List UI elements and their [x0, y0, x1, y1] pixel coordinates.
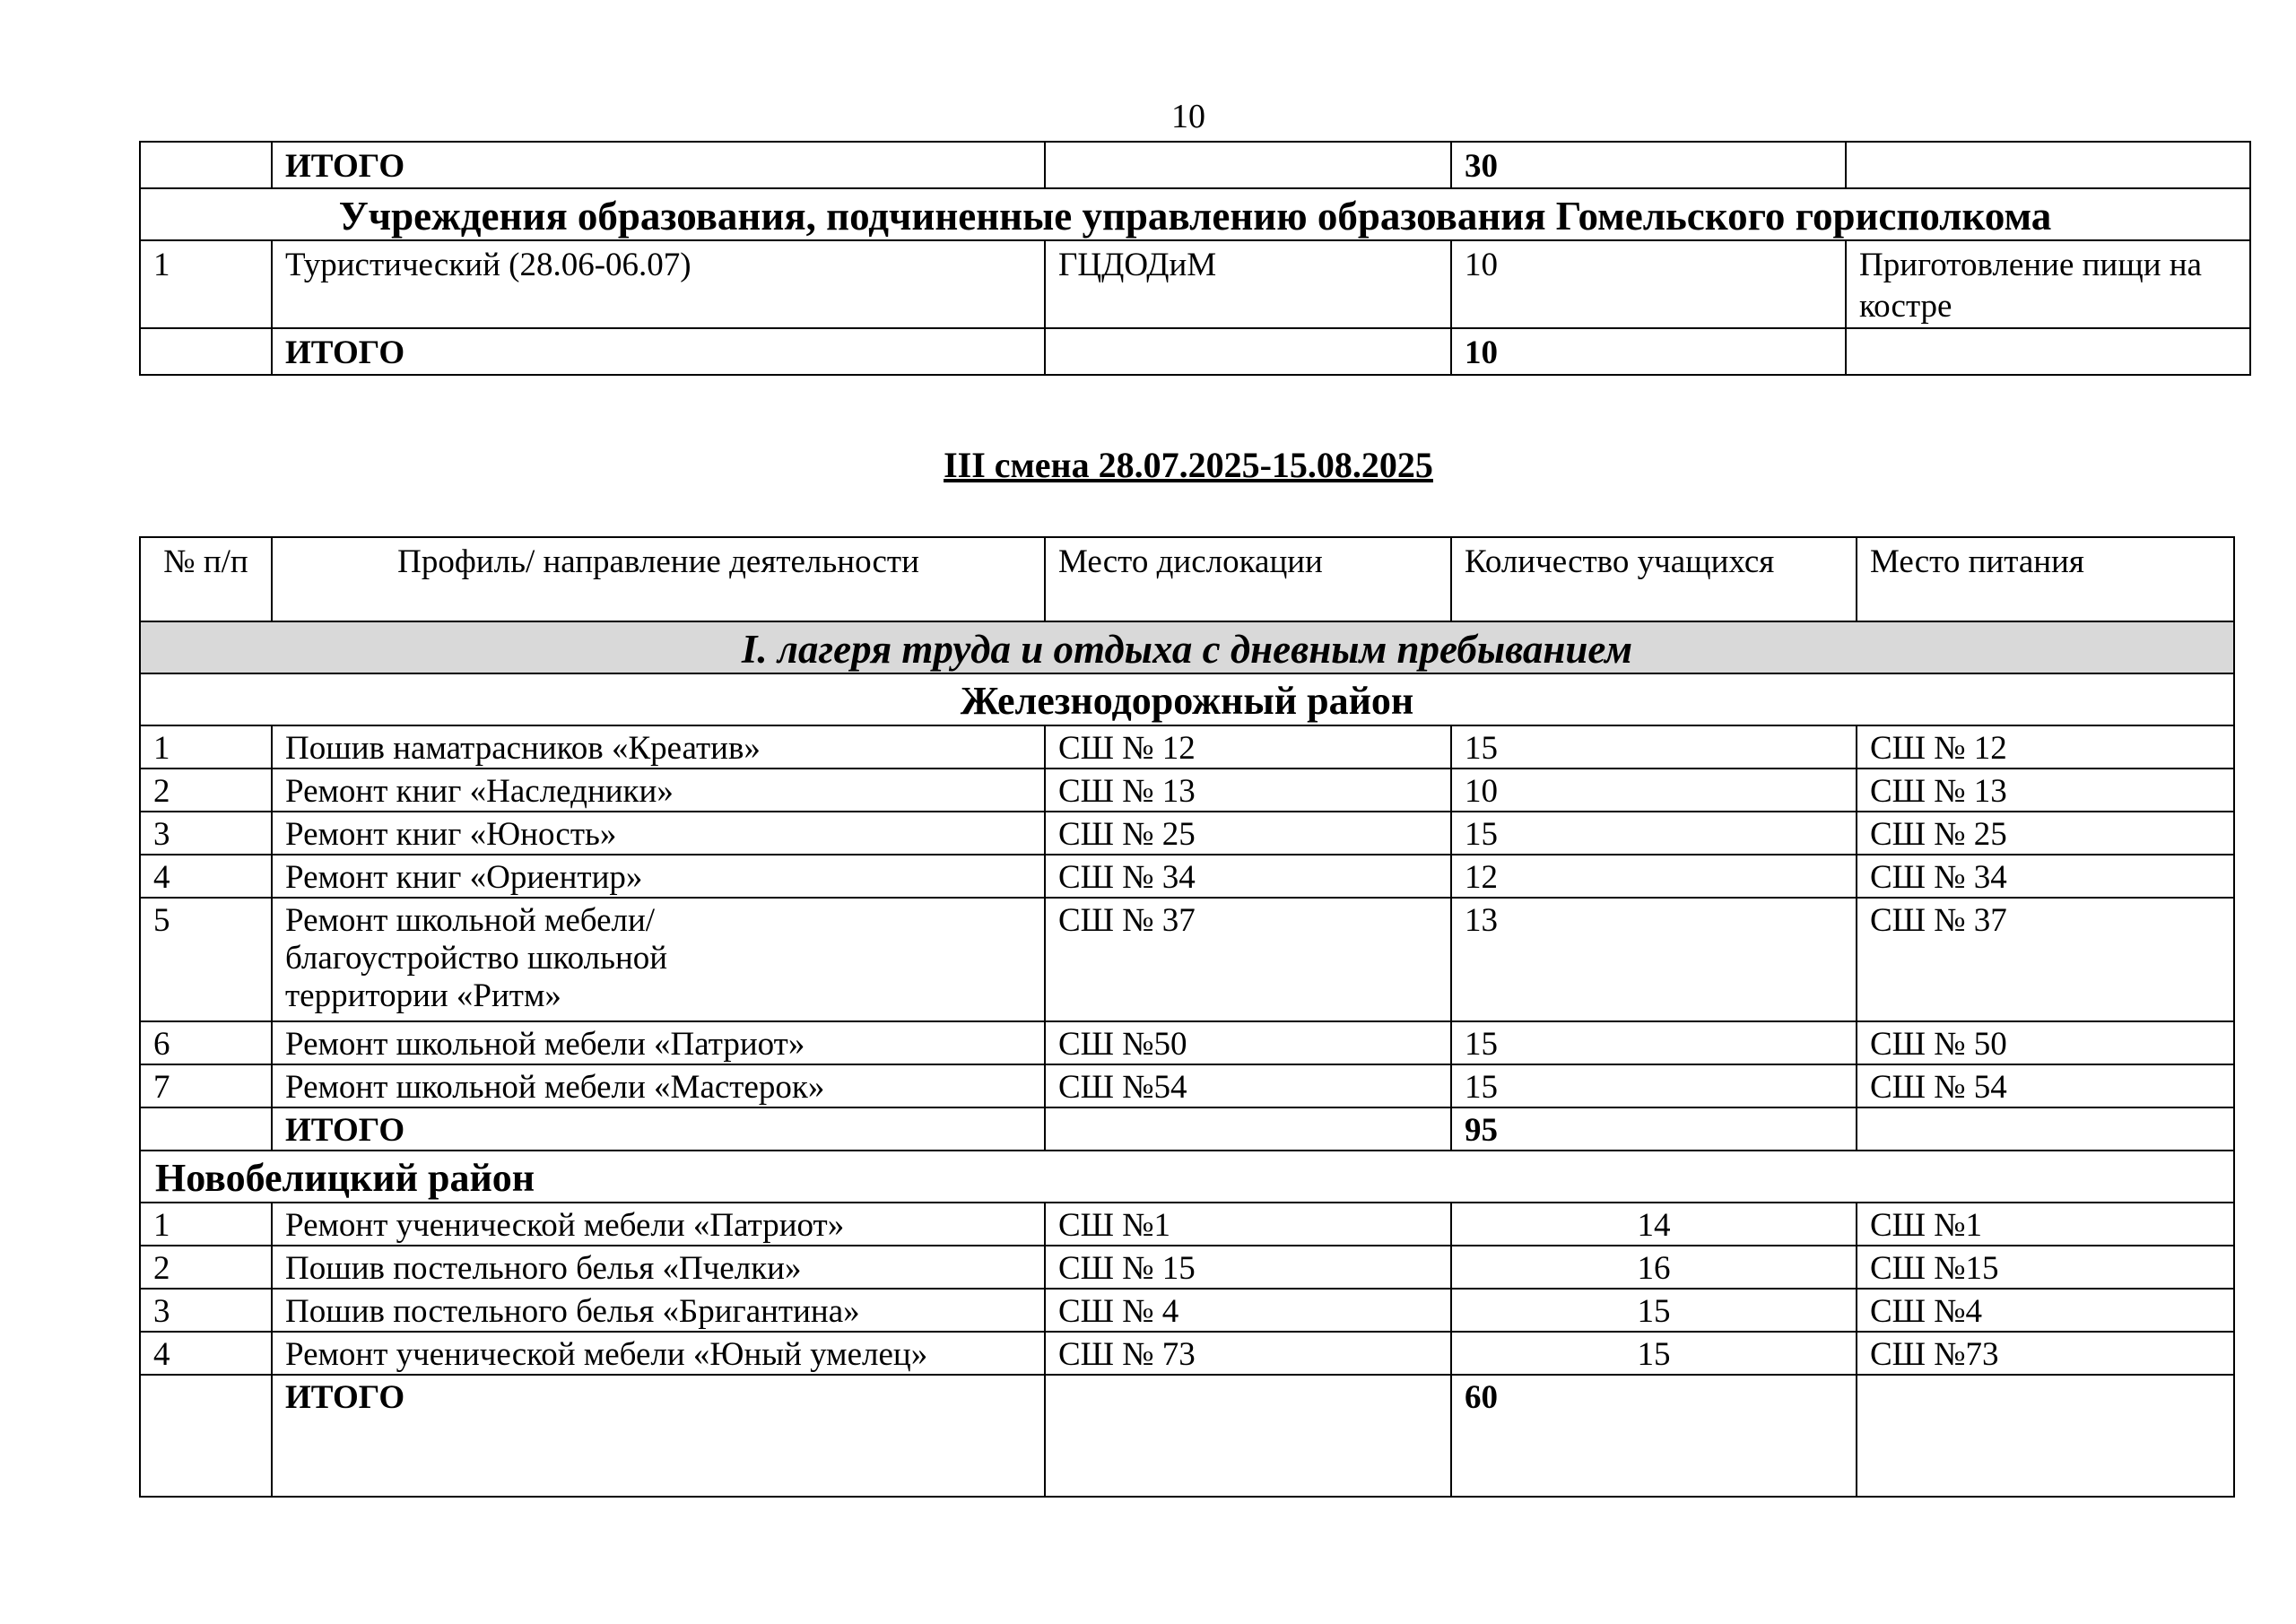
cell-num: 2	[140, 1246, 272, 1289]
cell-location	[1045, 142, 1451, 188]
cell-location: СШ №50	[1045, 1021, 1451, 1064]
cell-food	[1857, 1107, 2234, 1151]
cell-num: 3	[140, 812, 272, 855]
cell-profile: Ремонт школьной мебели «Патриот»	[272, 1021, 1045, 1064]
cell-location: СШ № 25	[1045, 812, 1451, 855]
cell-count: 13	[1451, 898, 1857, 1021]
cell-num: 4	[140, 855, 272, 898]
cell-location: СШ №1	[1045, 1203, 1451, 1246]
cell-profile: Ремонт школьной мебели/ благоустройство школьной территории «Ритм»	[272, 898, 1045, 1021]
total-row	[140, 1375, 2234, 1497]
total-value: 60	[1451, 1375, 1857, 1497]
table-row	[140, 769, 2234, 812]
cell-count: 15	[1451, 1064, 1857, 1107]
cell-food: СШ №4	[1857, 1289, 2234, 1332]
cell-num: 1	[140, 1203, 272, 1246]
table-row	[140, 855, 2234, 898]
cell-profile: Пошив постельного белья «Пчелки»	[272, 1246, 1045, 1289]
section-row	[140, 188, 2250, 240]
total-row	[140, 1107, 2234, 1151]
cell-location: ГЦДОДиМ	[1045, 240, 1451, 328]
cell-num: 7	[140, 1064, 272, 1107]
total-label: ИТОГО	[272, 328, 1045, 375]
cell-count: 10	[1451, 769, 1857, 812]
cell-food: СШ № 54	[1857, 1064, 2234, 1107]
cell-num: 3	[140, 1289, 272, 1332]
cell-location: СШ № 13	[1045, 769, 1451, 812]
total-row	[140, 142, 2250, 188]
cell-food: СШ № 12	[1857, 725, 2234, 769]
table-row	[140, 898, 2234, 1021]
category-heading: I. лагеря труда и отдыха с дневным пребыванием	[140, 621, 2234, 673]
total-label: ИТОГО	[272, 142, 1045, 188]
cell-num: 1	[140, 725, 272, 769]
table-row	[140, 812, 2234, 855]
cell-count: 10	[1451, 240, 1846, 328]
header-count: Количество учащихся	[1451, 537, 1857, 621]
cell-location: СШ № 34	[1045, 855, 1451, 898]
district-heading: Железнодорожный район	[140, 673, 2234, 725]
table-row	[140, 1021, 2234, 1064]
header-num: № п/п	[140, 537, 272, 621]
cell-food: СШ №73	[1857, 1332, 2234, 1375]
shift-table	[139, 536, 2235, 1498]
cell-count: 15	[1451, 1289, 1857, 1332]
cell-location: СШ № 37	[1045, 898, 1451, 1021]
cell-profile: Пошив постельного белья «Бригантина»	[272, 1289, 1045, 1332]
cell-location: СШ № 4	[1045, 1289, 1451, 1332]
cell-num: 1	[140, 240, 272, 328]
cell-location: СШ № 12	[1045, 725, 1451, 769]
cell-food: СШ №1	[1857, 1203, 2234, 1246]
cell-profile: Ремонт ученической мебели «Юный умелец»	[272, 1332, 1045, 1375]
cell-food: СШ № 50	[1857, 1021, 2234, 1064]
cell-count: 15	[1451, 1332, 1857, 1375]
cell-location: СШ №54	[1045, 1064, 1451, 1107]
header-row	[140, 537, 2234, 621]
table-row	[140, 240, 2250, 328]
table-row	[140, 1064, 2234, 1107]
total-label: ИТОГО	[272, 1107, 1045, 1151]
shift-title: III смена 28.07.2025-15.08.2025	[944, 445, 1433, 485]
cell-profile: Пошив наматрасников «Креатив»	[272, 725, 1045, 769]
cell-count: 16	[1451, 1246, 1857, 1289]
cell-num	[140, 1375, 272, 1497]
cell-food: СШ № 13	[1857, 769, 2234, 812]
total-row	[140, 328, 2250, 375]
cell-location: СШ № 15	[1045, 1246, 1451, 1289]
cell-location	[1045, 328, 1451, 375]
header-profile: Профиль/ направление деятельности	[272, 537, 1045, 621]
cell-location	[1045, 1375, 1451, 1497]
district-row	[140, 673, 2234, 725]
cell-count: 15	[1451, 1021, 1857, 1064]
cell-num	[140, 1107, 272, 1151]
table-row	[140, 1246, 2234, 1289]
cell-profile: Ремонт книг «Наследники»	[272, 769, 1045, 812]
cell-profile: Ремонт школьной мебели «Мастерок»	[272, 1064, 1045, 1107]
cell-profile: Туристический (28.06-06.07)	[272, 240, 1045, 328]
cell-profile: Ремонт книг «Ориентир»	[272, 855, 1045, 898]
continuation-table	[139, 141, 2251, 376]
page-number: 10	[1171, 98, 1205, 135]
cell-num: 5	[140, 898, 272, 1021]
cell-num	[140, 328, 272, 375]
total-label: ИТОГО	[272, 1375, 1045, 1497]
cell-food: СШ № 37	[1857, 898, 2234, 1021]
cell-food: Приготовление пищи на костре	[1846, 240, 2250, 328]
section-heading: Учреждения образования, подчиненные управлению образования Гомельского горисполкома	[140, 188, 2250, 240]
header-food: Место питания	[1857, 537, 2234, 621]
table-row	[140, 1332, 2234, 1375]
cell-food	[1857, 1375, 2234, 1497]
cell-num: 2	[140, 769, 272, 812]
cell-count: 15	[1451, 812, 1857, 855]
cell-num: 6	[140, 1021, 272, 1064]
cell-food	[1846, 142, 2250, 188]
cell-location	[1045, 1107, 1451, 1151]
table-row	[140, 1203, 2234, 1246]
table-row	[140, 725, 2234, 769]
total-value: 10	[1451, 328, 1846, 375]
cell-num: 4	[140, 1332, 272, 1375]
total-value: 95	[1451, 1107, 1857, 1151]
cell-count: 12	[1451, 855, 1857, 898]
header-location: Место дислокации	[1045, 537, 1451, 621]
cell-location: СШ № 73	[1045, 1332, 1451, 1375]
cell-food	[1846, 328, 2250, 375]
cell-profile: Ремонт книг «Юность»	[272, 812, 1045, 855]
district-row	[140, 1151, 2234, 1203]
district-heading: Новобелицкий район	[140, 1151, 2234, 1203]
cell-food: СШ № 25	[1857, 812, 2234, 855]
cell-food: СШ №15	[1857, 1246, 2234, 1289]
cell-profile: Ремонт ученической мебели «Патриот»	[272, 1203, 1045, 1246]
table-row	[140, 1289, 2234, 1332]
cell-food: СШ № 34	[1857, 855, 2234, 898]
category-row	[140, 621, 2234, 673]
cell-count: 15	[1451, 725, 1857, 769]
cell-num	[140, 142, 272, 188]
cell-count: 14	[1451, 1203, 1857, 1246]
total-value: 30	[1451, 142, 1846, 188]
